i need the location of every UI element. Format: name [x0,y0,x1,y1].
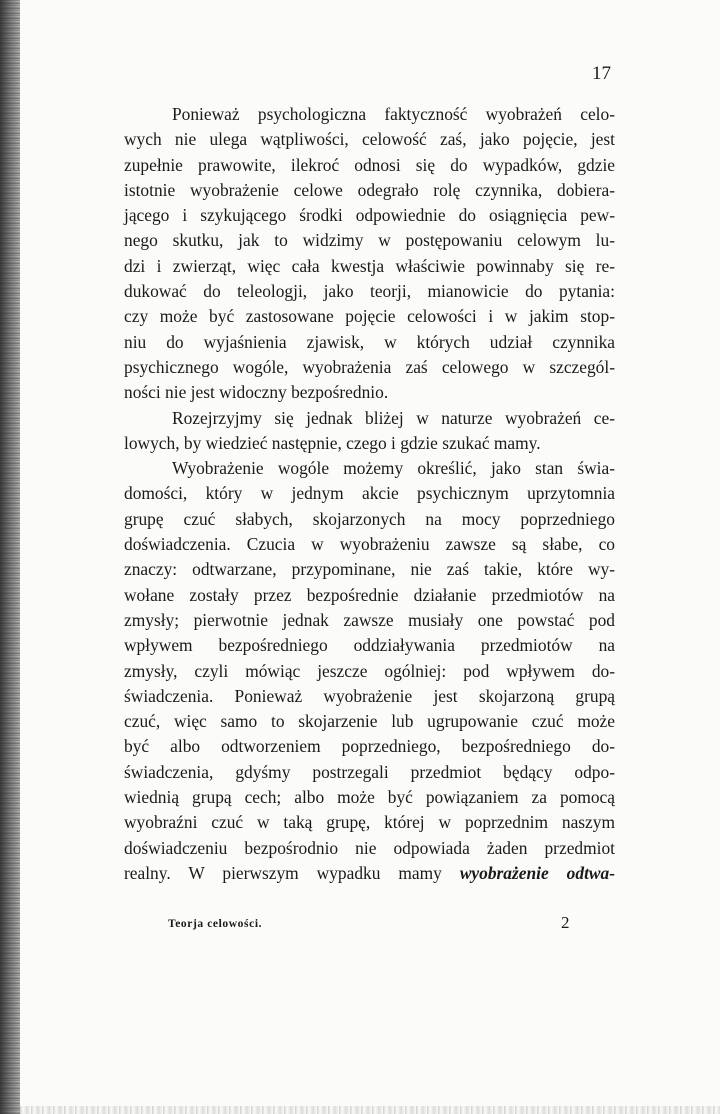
text-line: psychicznego wogóle, wyobrażenia zaś celowego w szczegól- [124,356,615,377]
text-line: nego skutku, jak to widzimy w postępowaniu celowym lu- [124,230,615,251]
text-line: zmysły, czyli mówiąc jeszcze ogólniej: pod wpływem do- [124,660,615,681]
body-text [124,102,615,886]
text-line: zmysły; pierwotnie jednak zawsze musiały one powstać pod [124,609,615,630]
text-line: dzi i zwierząt, więc cała kwestja właściwie powinnaby się re- [124,255,615,276]
text-line: dukować do teleologji, jako teorji, mianowicie do pytania: [124,281,615,302]
text-line: wiednią grupą cech; albo może być powiązaniem za pomocą [124,787,615,808]
text-line: Rozejrzyjmy się jednak bliżej w naturze wyobrażeń ce- [172,407,615,428]
text-line: świadczenia, gdyśmy postrzegali przedmiot będący odpo- [124,761,615,782]
text-line: wołane zostały przez bezpośrednie działanie przedmiotów na [124,584,615,605]
text-line: wpływem bezpośredniego oddziaływania przedmiotów na [124,635,615,656]
text-line: być albo odtworzeniem poprzedniego, bezpośredniego do- [124,736,615,757]
text-line: doświadczeniu bezpośrodnio nie odpowiada żaden przedmiot [124,837,615,858]
text-line: ności nie jest widoczny bezpośrednio. [124,382,389,403]
text-line: czuć, więc samo to skojarzenie lub ugrupowanie czuć może [124,711,615,732]
book-spine-shadow [0,0,20,1114]
page-number: 17 [592,63,611,84]
footer-book-title: Teorja celowości. [168,918,263,930]
text-line: lowych, by wiedzieć następnie, czego i gdzie szukać mamy. [124,432,541,453]
text-line: znaczy: odtwarzane, przypominane, nie zaś takie, które wy- [124,559,615,580]
text-line: domości, który w jednym akcie psychicznym uprzytomnia [124,483,615,504]
text-line: niu do wyjaśnienia zjawisk, w których udział czynnika [124,331,615,352]
emphasized-term: wyobrażenie odtwa- [459,862,615,883]
text-line: wyobraźni czuć w taką grupę, której w poprzednim naszym [124,812,615,833]
text-line: jącego i szykującego środki odpowiednie do osiągnięcia pew- [124,205,615,226]
signature-mark: 2 [561,913,570,932]
text-line: zupełnie prawowite, ilekroć odnosi się do wypadków, gdzie [124,154,615,175]
scan-edge-noise [20,1106,720,1114]
text-line: czy może być zastosowane pojęcie celowości i w jakim stop- [124,306,615,327]
text-line-final [124,861,615,886]
text-line: istotnie wyobrażenie celowe odegrało rolę czynnika, dobiera- [124,179,615,200]
text-line: świadczenia. Ponieważ wyobrażenie jest skojarzoną grupą [124,685,615,706]
text-line: Wyobrażenie wogóle możemy określić, jako stan świa- [172,458,615,479]
text-line: grupę czuć słabych, skojarzonych na mocy poprzedniego [124,508,615,529]
text-line: doświadczenia. Czucia w wyobrażeniu zawsze są słabe, co [124,534,615,555]
text-line: wych nie ulega wątpliwości, celowość zaś, jako pojęcie, jest [124,129,615,150]
text-line: Ponieważ psychologiczna faktyczność wyobrażeń celo- [172,104,615,124]
text-segment: realny. W pierwszym wypadku mamy [124,862,442,883]
